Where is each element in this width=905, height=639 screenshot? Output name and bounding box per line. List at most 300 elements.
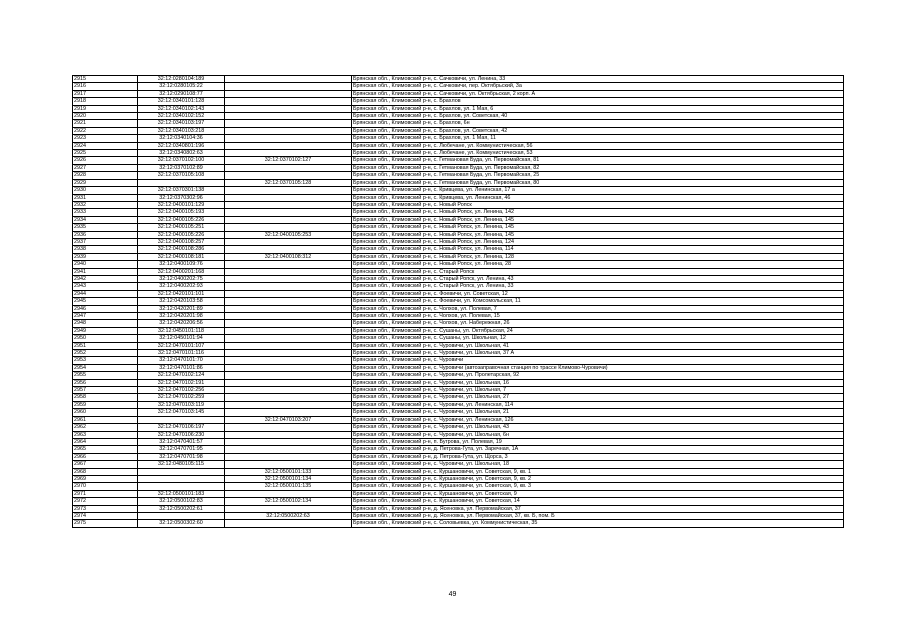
cadastral-number-cell: 32:12:0500101:183 xyxy=(138,490,225,497)
address-cell: Брянская обл., Климовский р-н, с. Чуровичи, ул. Школьная, 27 xyxy=(352,394,844,401)
parent-parcel-cell xyxy=(225,453,352,460)
row-number-cell: 2956 xyxy=(73,379,138,386)
cadastral-number-cell: 32:12:0420201:89 xyxy=(138,305,225,312)
address-cell: Брянская обл., Климовский р-н, д. Петрова-Гута, ул. Щорса, 3 xyxy=(352,453,844,460)
row-number-cell: 2922 xyxy=(73,127,138,134)
address-cell: Брянская обл., Климовский р-н, с. Чуровичи, ул. Школьная, 43 xyxy=(352,424,844,431)
parent-parcel-cell xyxy=(225,275,352,282)
address-cell: Брянская обл., Климовский р-н, с. Старый Ропск, ул. Ленина, 43 xyxy=(352,275,844,282)
row-number-cell: 2935 xyxy=(73,224,138,231)
parent-parcel-cell xyxy=(225,246,352,253)
address-cell: Брянская обл., Климовский р-н, с. Брахлов, ул. 1 Мая, 11 xyxy=(352,135,844,142)
row-number-cell: 2954 xyxy=(73,364,138,371)
cadastral-number-cell: 32:12:0370102:100 xyxy=(138,157,225,164)
row-number-cell: 2968 xyxy=(73,468,138,475)
parent-parcel-cell xyxy=(225,113,352,120)
row-number-cell: 2951 xyxy=(73,342,138,349)
row-number-cell: 2970 xyxy=(73,483,138,490)
row-number-cell: 2965 xyxy=(73,446,138,453)
table-row xyxy=(73,379,844,386)
parent-parcel-cell xyxy=(225,438,352,445)
parent-parcel-cell xyxy=(225,135,352,142)
row-number-cell: 2929 xyxy=(73,179,138,186)
cadastral-number-cell: 32:12:0400202:93 xyxy=(138,283,225,290)
parent-parcel-cell xyxy=(225,379,352,386)
address-cell: Брянская обл., Климовский р-н, с. Сачковичи, ул. Ленина, 33 xyxy=(352,76,844,83)
parent-parcel-cell xyxy=(225,446,352,453)
cadastral-number-cell: 32:12:0470102:191 xyxy=(138,379,225,386)
address-cell: Брянская обл., Климовский р-н, с. Сачковичи, ул. Октябрьская, 2 корп. А xyxy=(352,90,844,97)
cadastral-number-cell: 32:12:0450101:118 xyxy=(138,327,225,334)
table-row xyxy=(73,275,844,282)
cadastral-number-cell: 32:12:0400105:251 xyxy=(138,224,225,231)
table-row xyxy=(73,409,844,416)
cadastral-number-cell: 32:12:0470101:107 xyxy=(138,342,225,349)
parent-parcel-cell xyxy=(225,290,352,297)
address-cell: Брянская обл., Климовский р-н, с. Соловьевка, ул. Коммунистическая, 35 xyxy=(352,520,844,527)
table-row xyxy=(73,120,844,127)
address-cell: Брянская обл., Климовский р-н, п. Бугрова, ул. Полевая, 19 xyxy=(352,438,844,445)
cadastral-number-cell: 32:12:0340101:128 xyxy=(138,98,225,105)
parent-parcel-cell xyxy=(225,313,352,320)
row-number-cell: 2950 xyxy=(73,335,138,342)
table-row xyxy=(73,216,844,223)
table-row xyxy=(73,342,844,349)
cadastral-number-cell: 32:12:0400201:168 xyxy=(138,268,225,275)
row-number-cell: 2957 xyxy=(73,387,138,394)
address-cell: Брянская обл., Климовский р-н, с. Новый Ропск, ул. Ленина, 114 xyxy=(352,246,844,253)
table-row xyxy=(73,475,844,482)
address-cell: Брянская обл., Климовский р-н, с. Брахлов, 6н xyxy=(352,120,844,127)
parent-parcel-cell xyxy=(225,268,352,275)
parent-parcel-cell xyxy=(225,261,352,268)
row-number-cell: 2933 xyxy=(73,209,138,216)
parent-parcel-cell xyxy=(225,350,352,357)
cadastral-number-cell: 32:12:0400108:286 xyxy=(138,246,225,253)
address-cell: Брянская обл., Климовский р-н, с. Сушаны, ул. Октябрьская, 24 xyxy=(352,327,844,334)
address-cell: Брянская обл., Климовский р-н, д. Ясеновка, ул. Первомайская, 37 xyxy=(352,505,844,512)
table-row xyxy=(73,164,844,171)
row-number-cell: 2919 xyxy=(73,105,138,112)
page-number: 49 xyxy=(448,591,457,598)
register-table-body xyxy=(73,76,844,528)
parent-parcel-cell xyxy=(225,490,352,497)
row-number-cell: 2960 xyxy=(73,409,138,416)
cadastral-number-cell: 32:12:0470701:98 xyxy=(138,453,225,460)
cadastral-number-cell: 32:12:0480105:115 xyxy=(138,461,225,468)
cadastral-number-cell xyxy=(138,416,225,423)
table-row xyxy=(73,357,844,364)
cadastral-number-cell: 32:12:0340103:218 xyxy=(138,127,225,134)
parent-parcel-cell xyxy=(225,283,352,290)
row-number-cell: 2973 xyxy=(73,505,138,512)
row-number-cell: 2938 xyxy=(73,246,138,253)
parent-parcel-cell xyxy=(225,120,352,127)
cadastral-number-cell: 32:12:0400101:129 xyxy=(138,201,225,208)
address-cell: Брянская обл., Климовский р-н, с. Чуровичи, ул. Школьная, 18 xyxy=(352,461,844,468)
row-number-cell: 2915 xyxy=(73,76,138,83)
row-number-cell: 2937 xyxy=(73,238,138,245)
address-cell: Брянская обл., Климовский р-н, с. Новый Ропск xyxy=(352,201,844,208)
table-row xyxy=(73,209,844,216)
parent-parcel-cell xyxy=(225,76,352,83)
address-cell: Брянская обл., Климовский р-н, с. Фоевичи, ул. Комсомольская, 11 xyxy=(352,298,844,305)
cadastral-number-cell: 32:12:0470102:256 xyxy=(138,387,225,394)
row-number-cell: 2967 xyxy=(73,461,138,468)
parent-parcel-cell xyxy=(225,364,352,371)
address-cell: Брянская обл., Климовский р-н, с. Куршановичи, ул. Советская, 9, кв. 1 xyxy=(352,468,844,475)
parent-parcel-cell xyxy=(225,105,352,112)
parent-parcel-cell: 32:12:0500202:63 xyxy=(225,512,352,519)
table-row xyxy=(73,468,844,475)
address-cell: Брянская обл., Климовский р-н, с. Новый Ропск, ул. Ленина, 142 xyxy=(352,209,844,216)
table-row xyxy=(73,261,844,268)
address-cell: Брянская обл., Климовский р-н, с. Куршановичи, ул. Советская, 9 xyxy=(352,490,844,497)
row-number-cell: 2975 xyxy=(73,520,138,527)
parent-parcel-cell: 32:12:0370102:127 xyxy=(225,157,352,164)
row-number-cell: 2920 xyxy=(73,113,138,120)
cadastral-number-cell: 32:12:0340103:197 xyxy=(138,120,225,127)
address-cell: Брянская обл., Климовский р-н, с. Старый Ропск, ул. Ленина, 33 xyxy=(352,283,844,290)
cadastral-number-cell: 32:12:0290108:77 xyxy=(138,90,225,97)
table-row xyxy=(73,424,844,431)
cadastral-number-cell: 32:12:0400105:226 xyxy=(138,216,225,223)
parent-parcel-cell xyxy=(225,224,352,231)
table-row xyxy=(73,90,844,97)
row-number-cell: 2918 xyxy=(73,98,138,105)
cadastral-number-cell: 32:12:0470103:119 xyxy=(138,401,225,408)
parent-parcel-cell xyxy=(225,90,352,97)
row-number-cell: 2916 xyxy=(73,83,138,90)
row-number-cell: 2943 xyxy=(73,283,138,290)
address-cell: Брянская обл., Климовский р-н, с. Чуровичи, ул. Школьная, 41 xyxy=(352,342,844,349)
parent-parcel-cell: 32:12:0470103:207 xyxy=(225,416,352,423)
table-row xyxy=(73,520,844,527)
table-row xyxy=(73,453,844,460)
cadastral-number-cell: 32:12:0370301:138 xyxy=(138,187,225,194)
parent-parcel-cell xyxy=(225,305,352,312)
cadastral-number-cell: 32:12:0420103:58 xyxy=(138,298,225,305)
table-row xyxy=(73,187,844,194)
parent-parcel-cell: 32:12:0500101:135 xyxy=(225,483,352,490)
parent-parcel-cell xyxy=(225,164,352,171)
address-cell: Брянская обл., Климовский р-н, с. Брахлов, ул. Советская, 40 xyxy=(352,113,844,120)
cadastral-number-cell: 32:12:0470401:57 xyxy=(138,438,225,445)
cadastral-number-cell xyxy=(138,468,225,475)
cadastral-number-cell xyxy=(138,179,225,186)
parent-parcel-cell xyxy=(225,98,352,105)
table-row xyxy=(73,238,844,245)
address-cell: Брянская обл., Климовский р-н, д. Ясеновка, ул. Первомайская, 37, кв. Б, пом. Б xyxy=(352,512,844,519)
table-row xyxy=(73,194,844,201)
address-cell: Брянская обл., Климовский р-н, с. Новый Ропск, ул. Ленина, 145 xyxy=(352,216,844,223)
cadastral-number-cell: 32:12:0470701:95 xyxy=(138,446,225,453)
parent-parcel-cell xyxy=(225,320,352,327)
table-row xyxy=(73,438,844,445)
row-number-cell: 2936 xyxy=(73,231,138,238)
row-number-cell: 2949 xyxy=(73,327,138,334)
address-cell: Брянская обл., Климовский р-н, с. Старый Ропск xyxy=(352,268,844,275)
cadastral-number-cell: 32:12:0340802:63 xyxy=(138,150,225,157)
cadastral-number-cell: 32:12:0370302:96 xyxy=(138,194,225,201)
parent-parcel-cell xyxy=(225,424,352,431)
address-cell: Брянская обл., Климовский р-н, с. Чуровичи, ул. Школьная, 6н xyxy=(352,431,844,438)
address-cell: Брянская обл., Климовский р-н, с. Куршановичи, ул. Советская, 14 xyxy=(352,498,844,505)
row-number-cell: 2926 xyxy=(73,157,138,164)
cadastral-number-cell: 32:12:0470102:259 xyxy=(138,394,225,401)
cadastral-number-cell: 32:12:0400105:193 xyxy=(138,209,225,216)
cadastral-number-cell xyxy=(138,483,225,490)
address-cell: Брянская обл., Климовский р-н, с. Гетмановая Буда, ул. Первомайская, 81 xyxy=(352,157,844,164)
parent-parcel-cell xyxy=(225,194,352,201)
row-number-cell: 2924 xyxy=(73,142,138,149)
parent-parcel-cell xyxy=(225,505,352,512)
cadastral-number-cell: 32:12:0370105:108 xyxy=(138,172,225,179)
address-cell: Брянская обл., Климовский р-н, с. Новый Ропск, ул. Ленина, 28 xyxy=(352,261,844,268)
parent-parcel-cell xyxy=(225,209,352,216)
row-number-cell: 2940 xyxy=(73,261,138,268)
row-number-cell: 2962 xyxy=(73,424,138,431)
row-number-cell: 2958 xyxy=(73,394,138,401)
table-row xyxy=(73,135,844,142)
row-number-cell: 2945 xyxy=(73,298,138,305)
address-cell: Брянская обл., Климовский р-н, с. Кривцева, ул. Ленинская, 46 xyxy=(352,194,844,201)
cadastral-number-cell: 32:12:0400108:181 xyxy=(138,253,225,260)
table-row xyxy=(73,83,844,90)
property-register-table xyxy=(72,75,844,528)
table-row xyxy=(73,394,844,401)
row-number-cell: 2923 xyxy=(73,135,138,142)
cadastral-number-cell xyxy=(138,512,225,519)
table-row xyxy=(73,313,844,320)
row-number-cell: 2946 xyxy=(73,305,138,312)
row-number-cell: 2930 xyxy=(73,187,138,194)
parent-parcel-cell xyxy=(225,187,352,194)
table-row xyxy=(73,142,844,149)
table-row xyxy=(73,490,844,497)
table-row xyxy=(73,113,844,120)
table-row xyxy=(73,298,844,305)
address-cell: Брянская обл., Климовский р-н, с. Брахлов, ул. 1 Мая, 6 xyxy=(352,105,844,112)
cadastral-number-cell: 32:12:0500102:83 xyxy=(138,498,225,505)
parent-parcel-cell xyxy=(225,401,352,408)
table-row xyxy=(73,224,844,231)
table-row xyxy=(73,253,844,260)
row-number-cell: 2964 xyxy=(73,438,138,445)
row-number-cell: 2947 xyxy=(73,313,138,320)
row-number-cell: 2969 xyxy=(73,475,138,482)
parent-parcel-cell: 32:12:0500102:134 xyxy=(225,498,352,505)
table-row xyxy=(73,268,844,275)
row-number-cell: 2974 xyxy=(73,512,138,519)
parent-parcel-cell xyxy=(225,431,352,438)
parent-parcel-cell xyxy=(225,335,352,342)
table-row xyxy=(73,105,844,112)
parent-parcel-cell: 32:12:0500101:133 xyxy=(225,468,352,475)
row-number-cell: 2931 xyxy=(73,194,138,201)
cadastral-number-cell: 32:12:0340801:196 xyxy=(138,142,225,149)
parent-parcel-cell xyxy=(225,238,352,245)
table-row xyxy=(73,483,844,490)
table-row xyxy=(73,76,844,83)
cadastral-number-cell: 32:12:0470102:124 xyxy=(138,372,225,379)
parent-parcel-cell xyxy=(225,216,352,223)
parent-parcel-cell xyxy=(225,83,352,90)
table-row xyxy=(73,372,844,379)
address-cell: Брянская обл., Климовский р-н, с. Чуровичи, ул. Школьная, 16 xyxy=(352,379,844,386)
cadastral-number-cell xyxy=(138,475,225,482)
table-row xyxy=(73,98,844,105)
cadastral-number-cell: 32:12:0340104:36 xyxy=(138,135,225,142)
row-number-cell: 2925 xyxy=(73,150,138,157)
cadastral-number-cell: 32:12:0450101:94 xyxy=(138,335,225,342)
table-row xyxy=(73,498,844,505)
parent-parcel-cell xyxy=(225,372,352,379)
row-number-cell: 2955 xyxy=(73,372,138,379)
row-number-cell: 2966 xyxy=(73,453,138,460)
table-row xyxy=(73,416,844,423)
table-row xyxy=(73,201,844,208)
address-cell: Брянская обл., Климовский р-н, с. Чолхов, ул. Полевая, 7 xyxy=(352,305,844,312)
cadastral-number-cell: 32:12:0340102:152 xyxy=(138,113,225,120)
address-cell: Брянская обл., Климовский р-н, с. Любечане, ул. Коммунистическая, 56 xyxy=(352,142,844,149)
address-cell: Брянская обл., Климовский р-н, с. Новый Ропск, ул. Ленина, 124 xyxy=(352,238,844,245)
parent-parcel-cell: 32:12:0500101:134 xyxy=(225,475,352,482)
address-cell: Брянская обл., Климовский р-н, с. Фоевичи, ул. Советская, 12 xyxy=(352,290,844,297)
parent-parcel-cell xyxy=(225,172,352,179)
address-cell: Брянская обл., Климовский р-н, с. Гетмановая Буда, ул. Первомайская, 80 xyxy=(352,179,844,186)
table-row xyxy=(73,505,844,512)
cadastral-number-cell: 32:12:0420201:98 xyxy=(138,313,225,320)
row-number-cell: 2917 xyxy=(73,90,138,97)
address-cell: Брянская обл., Климовский р-н, с. Сачковичи, пер. Октябрьский, 3а xyxy=(352,83,844,90)
address-cell: Брянская обл., Климовский р-н, с. Кривцева, ул. Ленинская, 17 а xyxy=(352,187,844,194)
row-number-cell: 2953 xyxy=(73,357,138,364)
cadastral-number-cell: 32:12:0420101:101 xyxy=(138,290,225,297)
parent-parcel-cell xyxy=(225,142,352,149)
address-cell: Брянская обл., Климовский р-н, с. Новый Ропск, ул. Ленина, 145 xyxy=(352,224,844,231)
row-number-cell: 2944 xyxy=(73,290,138,297)
address-cell: Брянская обл., Климовский р-н, с. Чуровичи (автозаправочная станция по трассе Климово-Чуровичи) xyxy=(352,364,844,371)
row-number-cell: 2963 xyxy=(73,431,138,438)
row-number-cell: 2928 xyxy=(73,172,138,179)
parent-parcel-cell xyxy=(225,409,352,416)
address-cell: Брянская обл., Климовский р-н, с. Чуровичи xyxy=(352,357,844,364)
row-number-cell: 2971 xyxy=(73,490,138,497)
cadastral-number-cell: 32:12:0500202:61 xyxy=(138,505,225,512)
table-row xyxy=(73,401,844,408)
table-row xyxy=(73,157,844,164)
table-row xyxy=(73,387,844,394)
address-cell: Брянская обл., Климовский р-н, с. Гетмановая Буда, ул. Первомайская, 82 xyxy=(352,164,844,171)
row-number-cell: 2932 xyxy=(73,201,138,208)
parent-parcel-cell: 32:12:0400105:253 xyxy=(225,231,352,238)
parent-parcel-cell xyxy=(225,327,352,334)
table-row xyxy=(73,431,844,438)
address-cell: Брянская обл., Климовский р-н, с. Чуровичи, ул. Пролетарская, 92 xyxy=(352,372,844,379)
table-row xyxy=(73,364,844,371)
parent-parcel-cell: 32:12:0400108:312 xyxy=(225,253,352,260)
parent-parcel-cell: 32:12:0370105:128 xyxy=(225,179,352,186)
row-number-cell: 2961 xyxy=(73,416,138,423)
parent-parcel-cell xyxy=(225,127,352,134)
address-cell: Брянская обл., Климовский р-н, с. Чуровичи, ул. Школьная, 21 xyxy=(352,409,844,416)
row-number-cell: 2941 xyxy=(73,268,138,275)
cadastral-number-cell: 32:12:0470101:70 xyxy=(138,357,225,364)
parent-parcel-cell xyxy=(225,298,352,305)
row-number-cell: 2927 xyxy=(73,164,138,171)
table-row xyxy=(73,350,844,357)
address-cell: Брянская обл., Климовский р-н, с. Новый Ропск, ул. Ленина, 128 xyxy=(352,253,844,260)
row-number-cell: 2952 xyxy=(73,350,138,357)
address-cell: Брянская обл., Климовский р-н, с. Брахлов, ул. Советская, 42 xyxy=(352,127,844,134)
table-row xyxy=(73,231,844,238)
address-cell: Брянская обл., Климовский р-н, с. Чуровичи, ул. Школьная, 37 А xyxy=(352,350,844,357)
address-cell: Брянская обл., Климовский р-н, с. Чуровичи, ул. Ленинская, 126 xyxy=(352,416,844,423)
table-row xyxy=(73,127,844,134)
table-row xyxy=(73,512,844,519)
address-cell: Брянская обл., Климовский р-н, с. Чолхов, ул. Полевая, 15 xyxy=(352,313,844,320)
cadastral-number-cell: 32:12:0400105:226 xyxy=(138,231,225,238)
address-cell: Брянская обл., Климовский р-н, с. Куршановичи, ул. Советская, 9, кв. 2 xyxy=(352,475,844,482)
cadastral-number-cell: 32:12:0470103:145 xyxy=(138,409,225,416)
cadastral-number-cell: 32:12:0500302:60 xyxy=(138,520,225,527)
parent-parcel-cell xyxy=(225,520,352,527)
cadastral-number-cell: 32:12:0400202:75 xyxy=(138,275,225,282)
parent-parcel-cell xyxy=(225,357,352,364)
cadastral-number-cell: 32:12:0420206:56 xyxy=(138,320,225,327)
address-cell: Брянская обл., Климовский р-н, с. Чолхов, ул. Набережная, 26 xyxy=(352,320,844,327)
parent-parcel-cell xyxy=(225,387,352,394)
cadastral-number-cell: 32:12:0340102:143 xyxy=(138,105,225,112)
parent-parcel-cell xyxy=(225,150,352,157)
cadastral-number-cell: 32:12:0470101:116 xyxy=(138,350,225,357)
address-cell: Брянская обл., Климовский р-н, с. Любечане, ул. Коммунистическая, 53 xyxy=(352,150,844,157)
row-number-cell: 2959 xyxy=(73,401,138,408)
cadastral-number-cell: 32:12:0370102:89 xyxy=(138,164,225,171)
table-row xyxy=(73,179,844,186)
cadastral-number-cell: 32:12:0400108:257 xyxy=(138,238,225,245)
parent-parcel-cell xyxy=(225,342,352,349)
cadastral-number-cell: 32:12:0470106:230 xyxy=(138,431,225,438)
address-cell: Брянская обл., Климовский р-н, с. Куршановичи, ул. Советская, 9, кв. 3 xyxy=(352,483,844,490)
row-number-cell: 2948 xyxy=(73,320,138,327)
address-cell: Брянская обл., Климовский р-н, с. Сушаны, ул. Школьная, 12 xyxy=(352,335,844,342)
table-row xyxy=(73,172,844,179)
table-row xyxy=(73,335,844,342)
cadastral-number-cell: 32:12:0470101:86 xyxy=(138,364,225,371)
row-number-cell: 2934 xyxy=(73,216,138,223)
parent-parcel-cell xyxy=(225,394,352,401)
table-row xyxy=(73,305,844,312)
table-row xyxy=(73,283,844,290)
table-row xyxy=(73,320,844,327)
address-cell: Брянская обл., Климовский р-н, с. Брахлов xyxy=(352,98,844,105)
table-row xyxy=(73,246,844,253)
table-row xyxy=(73,150,844,157)
parent-parcel-cell xyxy=(225,201,352,208)
address-cell: Брянская обл., Климовский р-н, с. Гетмановая Буда, ул. Первомайская, 25 xyxy=(352,172,844,179)
cadastral-number-cell: 32:12:0470106:197 xyxy=(138,424,225,431)
row-number-cell: 2939 xyxy=(73,253,138,260)
address-cell: Брянская обл., Климовский р-н, с. Чуровичи, ул. Школьная, 7 xyxy=(352,387,844,394)
table-row xyxy=(73,461,844,468)
table-row xyxy=(73,290,844,297)
address-cell: Брянская обл., Климовский р-н, д. Петрова-Гута, ул. Заречная, 1А xyxy=(352,446,844,453)
table-row xyxy=(73,446,844,453)
row-number-cell: 2921 xyxy=(73,120,138,127)
cadastral-number-cell: 32:12:0280104:189 xyxy=(138,76,225,83)
